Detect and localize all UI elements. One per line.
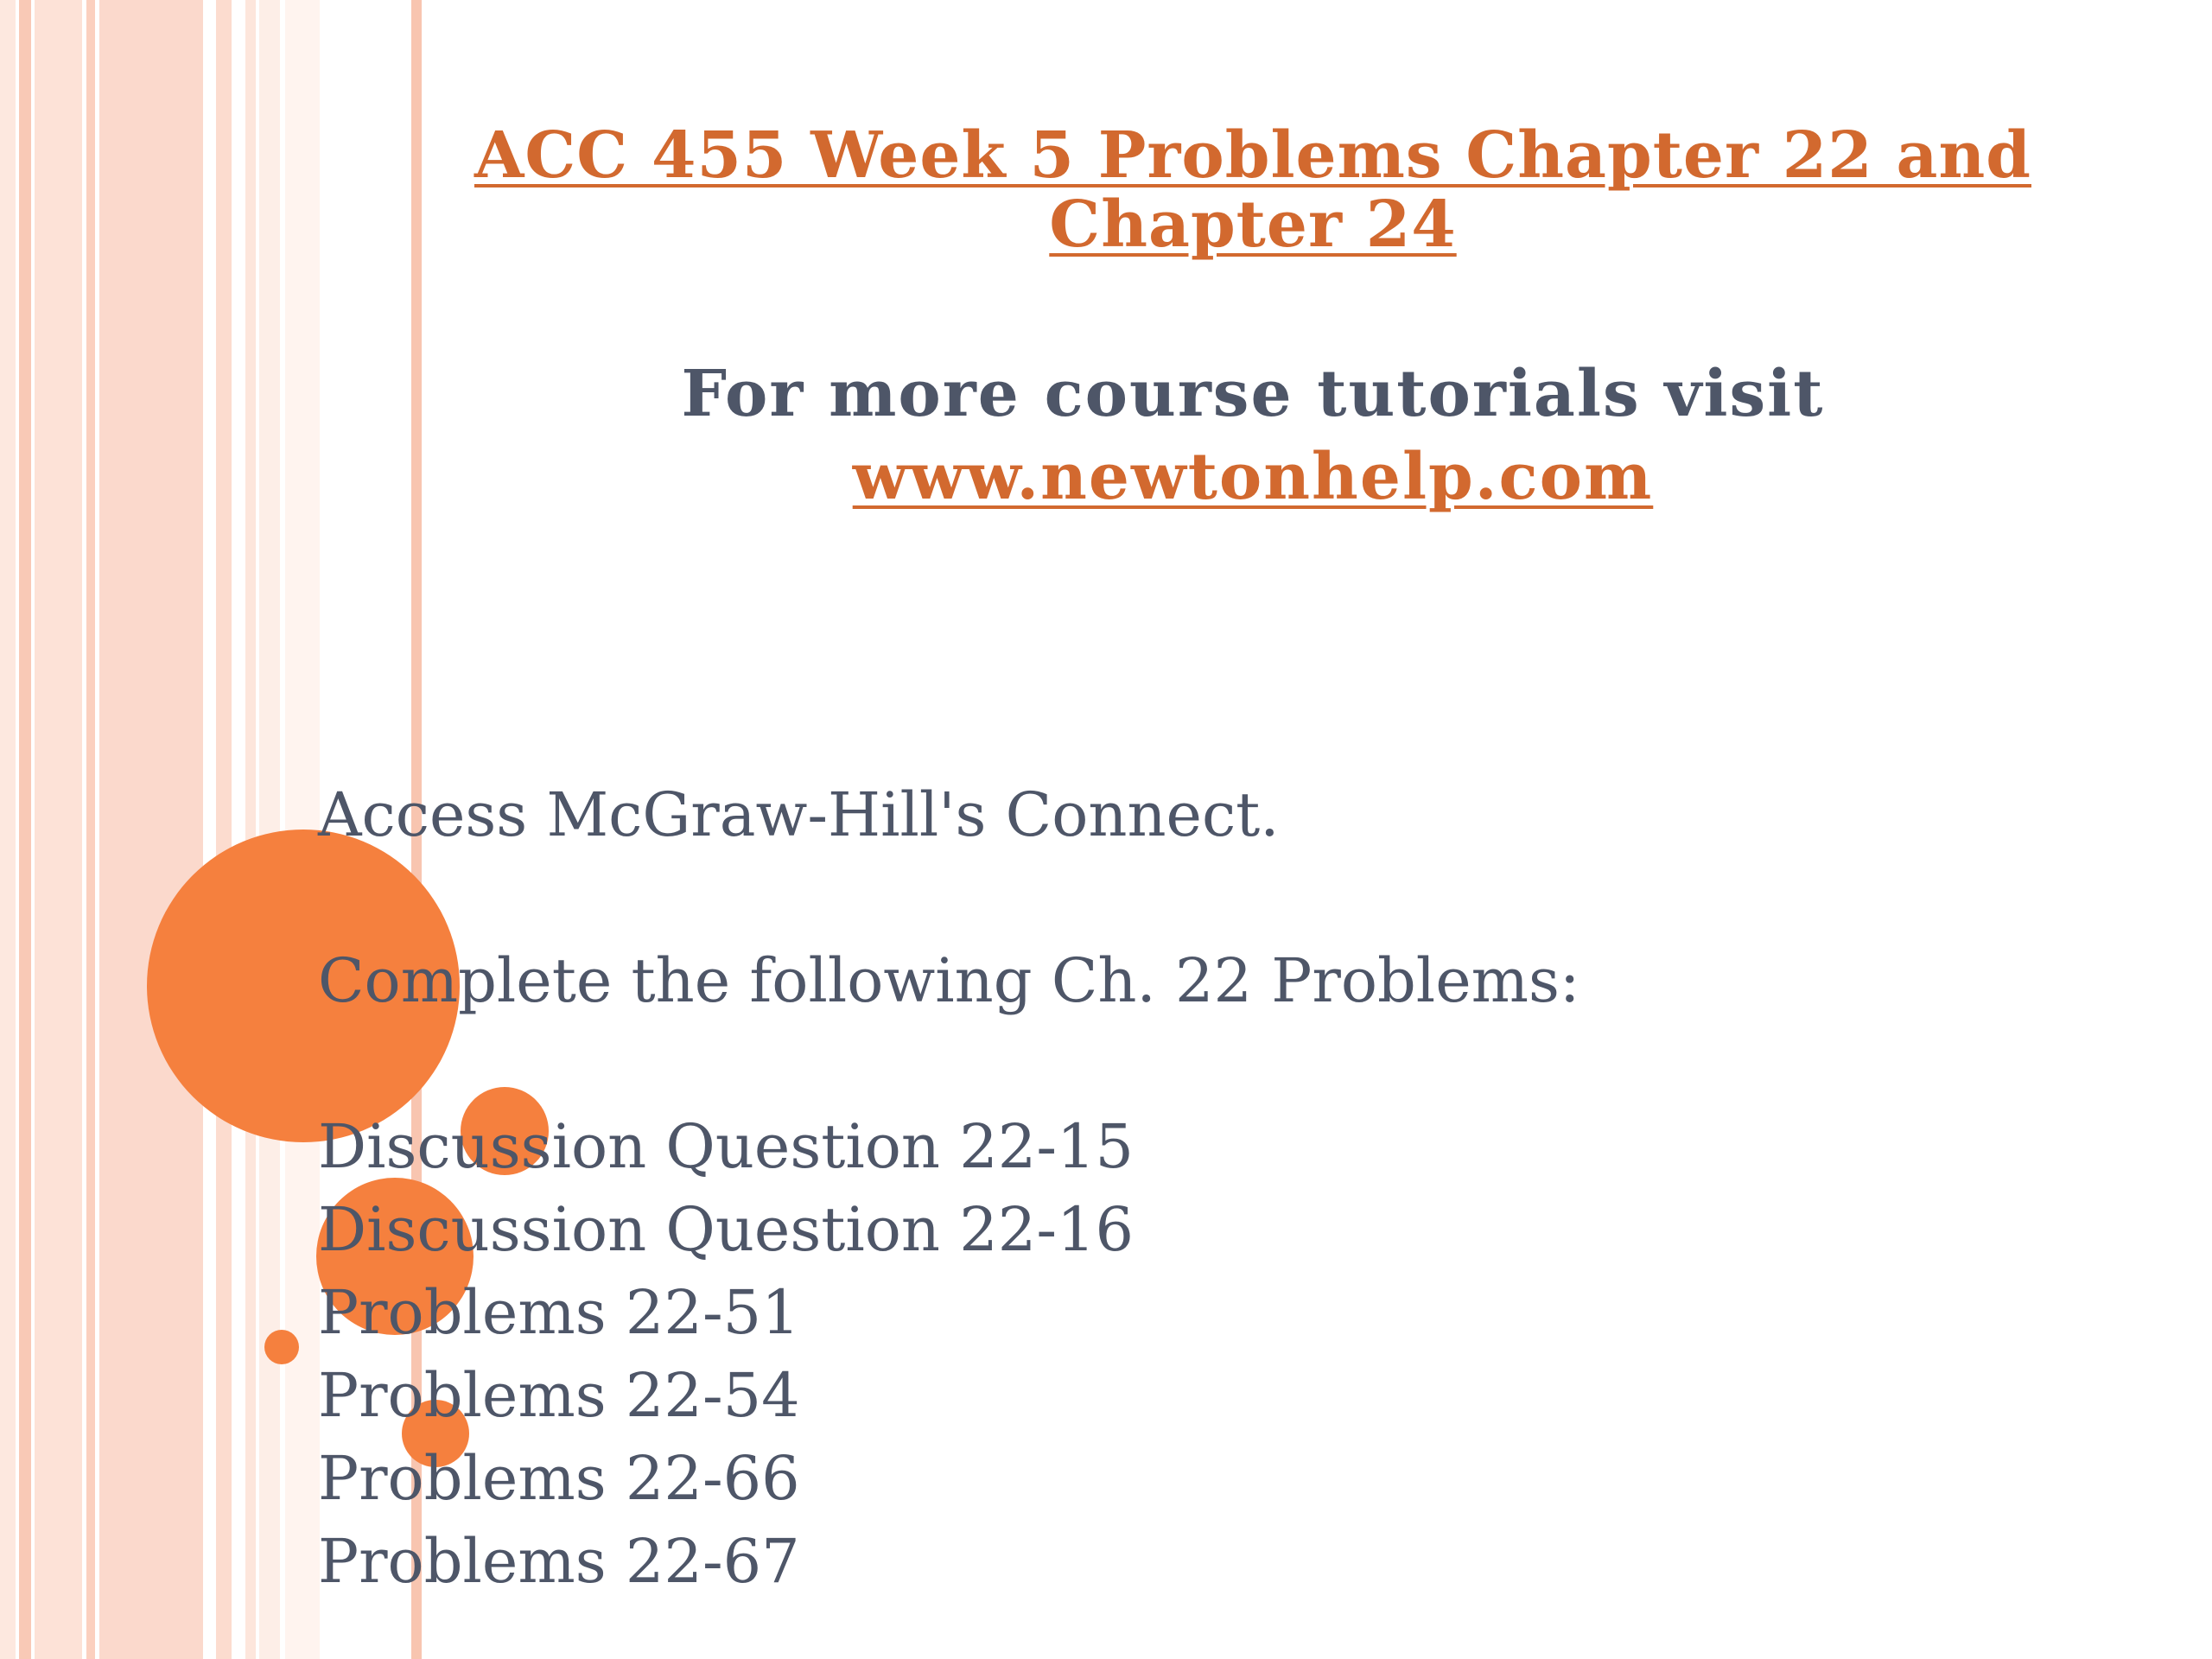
list-item: Problems 22-54	[318, 1360, 800, 1431]
stripe	[206, 0, 213, 1659]
stripe	[35, 0, 82, 1659]
website-link[interactable]: www.newtonhelp.com	[852, 440, 1654, 514]
stripe	[99, 0, 203, 1659]
stripe	[259, 0, 280, 1659]
list-item: Problems 22-66	[318, 1443, 800, 1514]
subtitle-text: For more course tutorials visit	[681, 357, 1825, 431]
spacer	[318, 856, 2133, 939]
stripe	[216, 0, 232, 1659]
instruction-line: Complete the following Ch. 22 Problems:	[318, 945, 1580, 1016]
list-item: Discussion Question 22-16	[318, 1194, 1135, 1265]
subtitle	[346, 353, 2160, 518]
stripe	[19, 0, 31, 1659]
list-item: Problems 22-67	[318, 1526, 800, 1597]
stripe	[235, 0, 242, 1659]
list-item: Problems 22-51	[318, 1277, 800, 1348]
body-text	[318, 773, 2133, 1603]
stripe	[86, 0, 95, 1659]
decorative-circle-dot	[264, 1330, 299, 1364]
stripe	[0, 0, 16, 1659]
spacer	[318, 1022, 2133, 1105]
title-block	[346, 118, 2160, 518]
slide-title[interactable]: ACC 455 Week 5 Problems Chapter 22 and Chapter 24	[474, 118, 2031, 262]
intro-line: Access McGraw-Hill's Connect.	[318, 779, 1280, 850]
stripe	[245, 0, 256, 1659]
list-item: Discussion Question 22-15	[318, 1111, 1135, 1182]
